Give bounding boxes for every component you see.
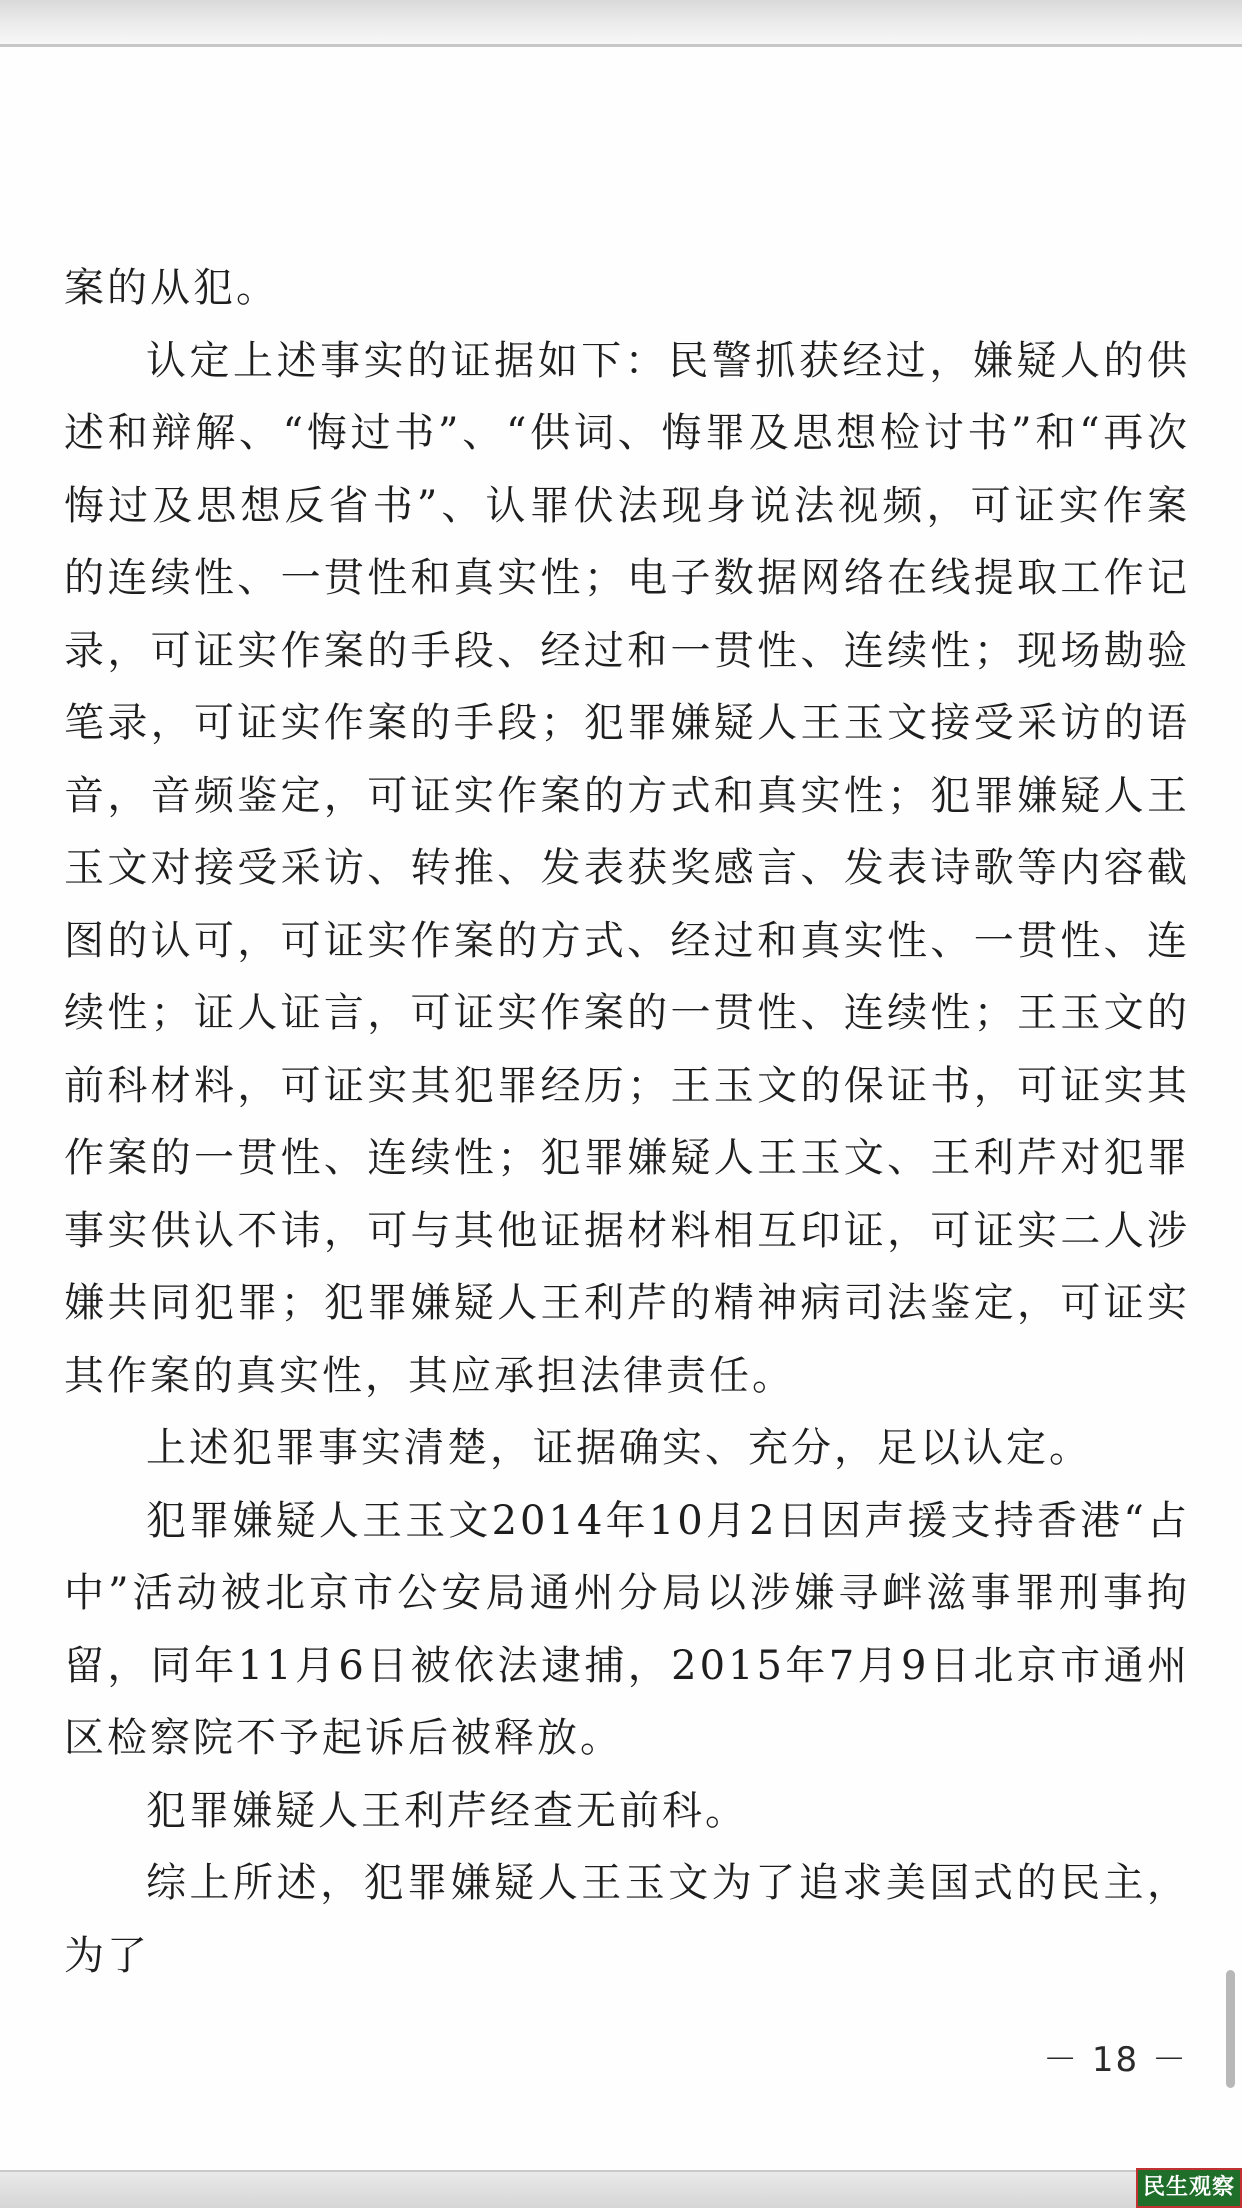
paragraph-conclusion: 上述犯罪事实清楚，证据确实、充分，足以认定。 xyxy=(146,1425,1092,1471)
paragraph-no-prior: 犯罪嫌疑人王利芹经查无前科。 xyxy=(146,1787,748,1834)
top-band xyxy=(0,0,1242,44)
watermark-logo: 民生观察 xyxy=(1136,2168,1242,2208)
paragraph-summary: 综上所述，犯罪嫌疑人王玉文为了追求美国式的民主，为了 xyxy=(64,1860,1190,1979)
page-number: － 18 － xyxy=(1043,2040,1188,2080)
paragraph-continuation: 案的从犯。 xyxy=(64,265,279,311)
bottom-band xyxy=(0,2170,1242,2208)
paragraph-evidence: 认定上述事实的证据如下：民警抓获经过，嫌疑人的供述和辩解、“悔过书”、“供词、悔罪及思想检讨书”和“再次悔过及思想反省书”、认罪伏法现身说法视频，可证实作案的连续性、一贯性和真实性；电子数据网络在线提取工作记录，可证实作案的手段、经过和一贯性、连续性；现场勘验笔录，可证实作案的手段；犯罪嫌疑人王玉文接受采访的语音，音频鉴定，可证实作案的方式和真实性；犯罪嫌疑人王玉文对接受采访、转推、发表获奖感言、发表诗歌等内容截图的认可，可证实作案的方式、经过和真实性、一贯性、连续性；证人证言，可证实作案的一贯性、连续性；王玉文的前科材料，可证实其犯罪经历；王玉文的保证书，可证实其作案的一贯性、连续性；犯罪嫌疑人王玉文、王利芹对犯罪事实供认不讳，可与其他证据材料相互印证，可证实二人涉嫌共同犯罪；犯罪嫌疑人王利芹的精神病司法鉴定，可证实其作案的真实性，其应承担法律责任。 xyxy=(64,337,1190,1399)
document-body xyxy=(64,252,1190,1992)
paragraph-prior-record: 犯罪嫌疑人王玉文2014年10月2日因声援支持香港“占中”活动被北京市公安局通州分局以涉嫌寻衅滋事罪刑事拘留，同年11月6日被依法逮捕，2015年7月9日北京市通州区检察院不予起诉后被释放。 xyxy=(64,1497,1190,1761)
scrollbar-thumb[interactable] xyxy=(1226,1970,1235,2088)
